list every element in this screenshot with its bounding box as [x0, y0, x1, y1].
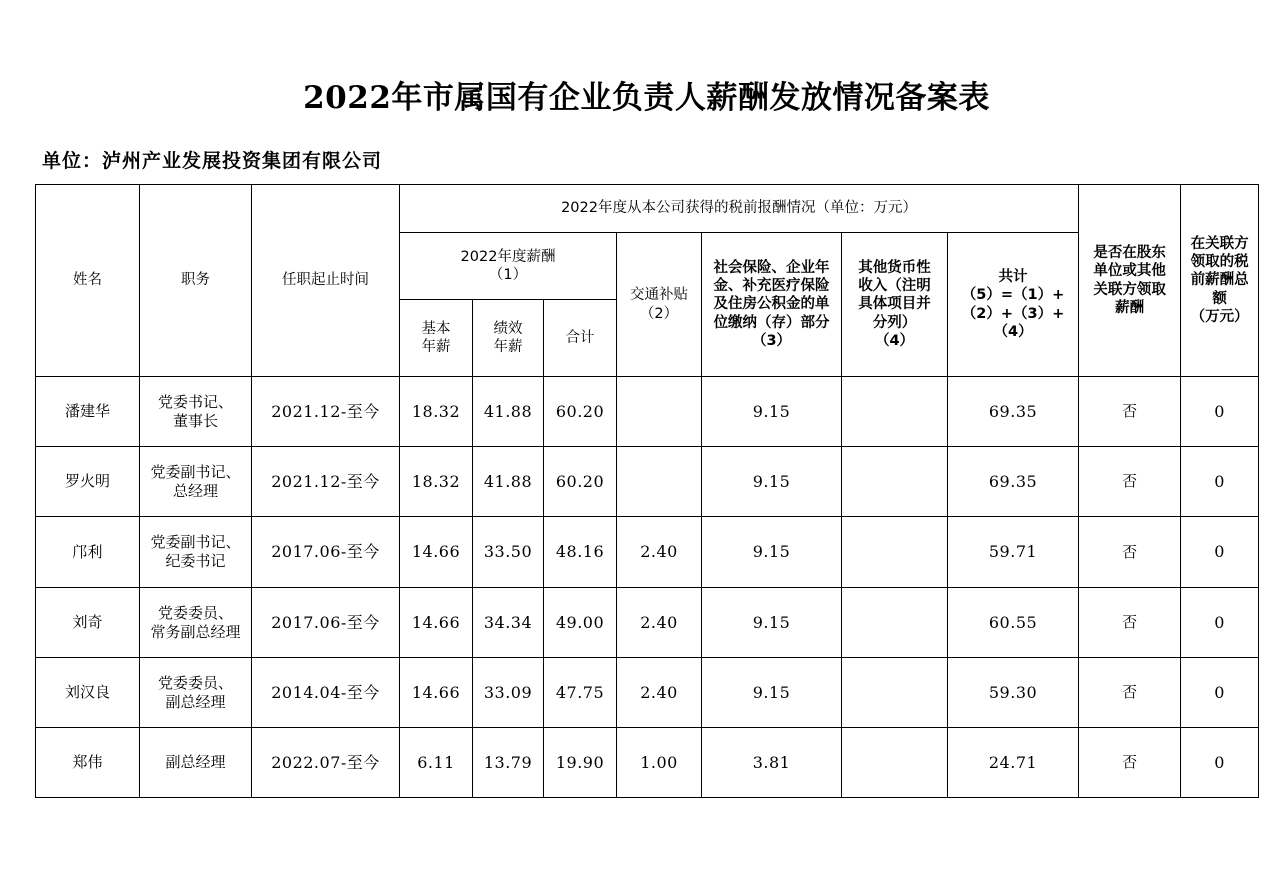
cell-subtotal: 60.20 — [544, 377, 617, 447]
header-term: 任职起止时间 — [252, 185, 400, 377]
cell-perf: 33.50 — [473, 517, 544, 588]
cell-related: 0 — [1181, 377, 1259, 447]
cell-perf: 13.79 — [473, 728, 544, 798]
cell-term: 2017.06-至今 — [252, 588, 400, 658]
cell-related: 0 — [1181, 447, 1259, 517]
cell-shareholder: 否 — [1079, 517, 1181, 588]
header-salary: 2022年度薪酬 （1） — [400, 233, 617, 300]
cell-shareholder: 否 — [1079, 588, 1181, 658]
cell-name: 刘汉良 — [36, 658, 140, 728]
cell-other — [842, 447, 948, 517]
header-row-1 — [36, 185, 1259, 233]
cell-total: 59.30 — [948, 658, 1079, 728]
cell-position: 党委委员、 副总经理 — [140, 658, 252, 728]
cell-other — [842, 377, 948, 447]
cell-other — [842, 658, 948, 728]
cell-transport: 1.00 — [617, 728, 702, 798]
cell-perf: 41.88 — [473, 447, 544, 517]
cell-name: 罗火明 — [36, 447, 140, 517]
cell-base: 6.11 — [400, 728, 473, 798]
cell-base: 18.32 — [400, 377, 473, 447]
cell-other — [842, 588, 948, 658]
cell-perf: 33.09 — [473, 658, 544, 728]
cell-subtotal: 47.75 — [544, 658, 617, 728]
cell-total: 69.35 — [948, 447, 1079, 517]
cell-name: 潘建华 — [36, 377, 140, 447]
cell-term: 2021.12-至今 — [252, 447, 400, 517]
cell-related: 0 — [1181, 728, 1259, 798]
table-row — [36, 377, 1259, 447]
cell-position: 党委副书记、 总经理 — [140, 447, 252, 517]
cell-base: 18.32 — [400, 447, 473, 517]
cell-name: 邝利 — [36, 517, 140, 588]
cell-position: 党委委员、 常务副总经理 — [140, 588, 252, 658]
header-transport: 交通补贴 （2） — [617, 233, 702, 377]
unit-label: 单位：泸州产业发展投资集团有限公司 — [42, 150, 383, 172]
header-shareholder: 是否在股东 单位或其他 关联方领取 薪酬 — [1079, 185, 1181, 377]
cell-term: 2014.04-至今 — [252, 658, 400, 728]
cell-insurance: 9.15 — [702, 517, 842, 588]
cell-shareholder: 否 — [1079, 447, 1181, 517]
cell-total: 60.55 — [948, 588, 1079, 658]
table-row — [36, 588, 1259, 658]
cell-term: 2017.06-至今 — [252, 517, 400, 588]
cell-transport: 2.40 — [617, 588, 702, 658]
cell-shareholder: 否 — [1079, 728, 1181, 798]
cell-insurance: 9.15 — [702, 658, 842, 728]
cell-term: 2022.07-至今 — [252, 728, 400, 798]
cell-subtotal: 19.90 — [544, 728, 617, 798]
cell-subtotal: 60.20 — [544, 447, 617, 517]
header-position: 职务 — [140, 185, 252, 377]
cell-related: 0 — [1181, 517, 1259, 588]
page-title: 2022年市属国有企业负责人薪酬发放情况备案表 — [303, 80, 990, 116]
cell-base: 14.66 — [400, 658, 473, 728]
cell-total: 69.35 — [948, 377, 1079, 447]
header-total: 共计 （5）=（1）+ （2）+（3）+ （4） — [948, 233, 1079, 377]
header-name: 姓名 — [36, 185, 140, 377]
header-other: 其他货币性 收入（注明 具体项目并 分列） （4） — [842, 233, 948, 377]
cell-other — [842, 728, 948, 798]
table-row — [36, 728, 1259, 798]
cell-base: 14.66 — [400, 588, 473, 658]
header-subtotal: 合计 — [544, 300, 617, 377]
header-group: 2022年度从本公司获得的税前报酬情况（单位：万元） — [400, 185, 1079, 233]
cell-perf: 34.34 — [473, 588, 544, 658]
cell-total: 24.71 — [948, 728, 1079, 798]
table-row — [36, 517, 1259, 588]
salary-table — [35, 184, 1259, 798]
cell-insurance: 9.15 — [702, 588, 842, 658]
cell-insurance: 9.15 — [702, 377, 842, 447]
cell-position: 党委副书记、 纪委书记 — [140, 517, 252, 588]
cell-subtotal: 49.00 — [544, 588, 617, 658]
cell-position: 副总经理 — [140, 728, 252, 798]
cell-name: 刘奇 — [36, 588, 140, 658]
cell-perf: 41.88 — [473, 377, 544, 447]
cell-subtotal: 48.16 — [544, 517, 617, 588]
cell-transport — [617, 377, 702, 447]
table-row — [36, 447, 1259, 517]
cell-transport: 2.40 — [617, 517, 702, 588]
cell-total: 59.71 — [948, 517, 1079, 588]
cell-related: 0 — [1181, 588, 1259, 658]
header-base: 基本 年薪 — [400, 300, 473, 377]
cell-shareholder: 否 — [1079, 377, 1181, 447]
cell-transport — [617, 447, 702, 517]
header-insurance: 社会保险、企业年 金、补充医疗保险 及住房公积金的单 位缴纳（存）部分 （3） — [702, 233, 842, 377]
cell-shareholder: 否 — [1079, 658, 1181, 728]
cell-term: 2021.12-至今 — [252, 377, 400, 447]
cell-position: 党委书记、 董事长 — [140, 377, 252, 447]
header-perf: 绩效 年薪 — [473, 300, 544, 377]
cell-base: 14.66 — [400, 517, 473, 588]
cell-insurance: 9.15 — [702, 447, 842, 517]
cell-insurance: 3.81 — [702, 728, 842, 798]
table-row — [36, 658, 1259, 728]
cell-related: 0 — [1181, 658, 1259, 728]
header-related: 在关联方 领取的税 前薪酬总 额 （万元） — [1181, 185, 1259, 377]
cell-transport: 2.40 — [617, 658, 702, 728]
cell-other — [842, 517, 948, 588]
cell-name: 郑伟 — [36, 728, 140, 798]
